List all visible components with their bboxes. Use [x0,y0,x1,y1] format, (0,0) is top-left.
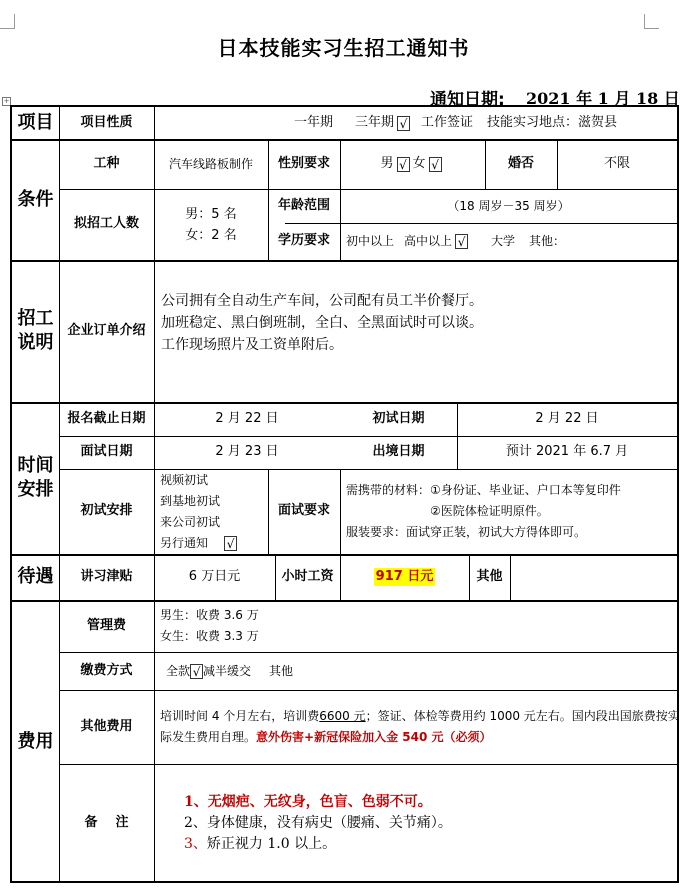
arrangement-video: 视频初试 [160,472,209,487]
edu-college: 大学 [491,234,516,249]
education-label: 学历要求 [277,233,330,249]
arrangement-notify-checkbox[interactable]: √ [224,536,237,551]
company-intro-text [154,260,677,402]
gender-label: 性别要求 [277,155,330,171]
hourly-wage-cell [340,554,469,600]
section-schedule: 时间 安排 [17,455,54,500]
other-fees-line1-a: 培训时间 4 个月左右，培训费 [160,709,320,723]
insurance-fee-note: 意外伤害+新冠保险加入金 540 元（必须） [256,730,492,744]
training-fee-amount: 6600 元 [319,709,366,723]
document-title: 日本技能实习生招工通知书 [217,36,470,60]
gender-options [340,139,485,189]
section-recruitment: 招工 说明 [17,308,54,353]
training-allowance-label: 讲习津贴 [80,568,133,584]
arrangement-notify: 另行通知 [160,535,209,550]
remark-item-1: 1、无烟疤、无纹身，色盲、色弱不可。 [184,794,432,810]
page-corner-mark-right [644,14,659,29]
job-type-label: 工种 [93,155,120,171]
first-interview-arrangement-label: 初试安排 [80,503,133,519]
gender-female-checkbox[interactable]: √ [429,157,442,172]
age-range-value: （18 周岁－35 周岁） [447,198,570,213]
intro-line-2: 加班稳定、黑白倒班制，全白、全黑面试时可以谈。 [161,315,483,331]
age-range-label: 年龄范围 [277,197,330,213]
option-three-year: 三年期 [354,114,394,130]
arrangement-base: 到基地初试 [160,493,221,508]
gender-male: 男 [380,155,394,171]
deadline-value: 2 月 22 日 [215,410,279,426]
edu-high-school-checkbox[interactable]: √ [455,234,468,249]
remarks-list [154,764,677,883]
arrangement-company: 来公司初试 [160,514,221,529]
headcount-male: 男：5 名 [185,206,237,222]
job-type-value: 汽车线路板制作 [168,156,253,171]
education-options [340,223,677,260]
edu-middle-school: 初中以上 [346,234,395,249]
payment-method-options [154,652,677,690]
page-corner-mark-left [0,14,15,29]
training-allowance-value: 6 万日元 [188,568,241,584]
section-conditions: 条件 [17,188,54,210]
payment-method-label: 缴费方式 [80,662,133,678]
hourly-wage-value: 917 日元 [374,568,436,586]
payment-half: 减半缓交 [203,663,252,678]
payment-other: 其他 [269,663,294,678]
section-treatment: 待遇 [17,566,54,588]
notice-date-value: 2021 年 1 月 18 日 [526,89,680,108]
management-fee-label: 管理费 [86,617,126,633]
interview-date-label: 面试日期 [80,444,133,460]
departure-date-label: 出境日期 [372,444,425,460]
remark-item-3: 3、矫正视力 1.0 以上。 [184,836,337,852]
marital-value: 不限 [603,155,630,171]
arrangement-options [154,469,268,554]
interview-date-value: 2 月 23 日 [215,444,279,460]
internship-location: 技能实习地点：滋贺县 [487,114,618,130]
marital-label: 婚否 [507,155,534,171]
other-fees-label: 其他费用 [80,718,133,734]
option-one-year: 一年期 [293,114,333,130]
interview-requirements-text [340,469,677,554]
edu-other: 其他： [529,234,566,249]
departure-date-value: 预计 2021 年 6.7 月 [505,444,629,460]
three-year-checkbox[interactable]: √ [397,116,410,131]
management-fee-female: 女生：收费 3.3 万 [160,629,259,643]
other-fees-line2-a: 际发生费用自理。 [160,730,257,744]
table-move-handle-icon[interactable]: + [3,97,10,105]
first-interview-label: 初试日期 [372,410,425,426]
edu-high-school: 高中以上 [404,234,453,249]
headcount-values [154,189,268,260]
management-fee-values [154,600,677,652]
recruitment-form-table [10,105,679,883]
project-nature-options [154,107,677,139]
payment-full: 全款 [166,663,191,678]
first-interview-value: 2 月 22 日 [535,410,599,426]
payment-full-checkbox[interactable]: √ [190,664,203,679]
intro-line-3: 工作现场照片及工资单附后。 [161,337,343,353]
deadline-label: 报名截止日期 [67,410,146,426]
section-fees: 费用 [17,730,54,752]
notice-date-label: 通知日期: [430,90,505,110]
remark-item-2: 2、身体健康，没有病史（腰痛、关节痛）。 [184,815,452,831]
other-fees-line1-b: ；签证、体检等费用约 1000 元左右。国内段出国旅费按实 [365,709,680,723]
other-fees-text [154,690,680,764]
company-intro-label: 企业订单介绍 [67,322,146,338]
requirement-dress: 服装要求：面试穿正装，初试大方得体即可。 [346,525,587,539]
interview-requirements-label: 面试要求 [277,503,330,519]
management-fee-male: 男生：收费 3.6 万 [160,608,259,622]
other-benefits-value [510,554,677,600]
section-project: 项目 [17,112,54,134]
requirement-medical: ②医院体检证明原件。 [430,504,549,518]
remarks-label: 备 注 [84,815,129,831]
hourly-wage-label: 小时工资 [281,568,334,584]
gender-female: 女 [412,155,426,171]
headcount-label: 拟招工人数 [73,216,139,232]
other-benefits-label: 其他 [476,568,503,584]
headcount-female: 女：2 名 [185,227,237,243]
project-nature-label: 项目性质 [80,114,133,130]
gender-male-checkbox[interactable]: √ [397,157,410,172]
option-work-visa: 工作签证 [421,114,474,130]
requirement-materials: 需携带的材料：①身份证、毕业证、户口本等复印件 [346,483,621,497]
intro-line-1: 公司拥有全自动生产车间，公司配有员工半价餐厅。 [161,293,483,309]
